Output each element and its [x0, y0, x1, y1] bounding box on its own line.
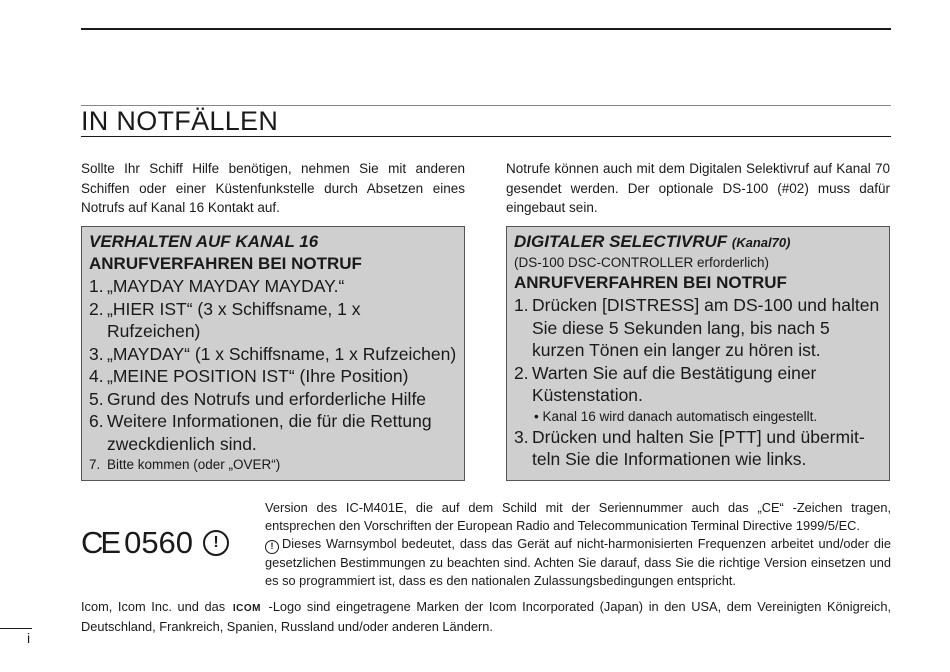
version-compliance-text: [265, 499, 891, 590]
box-left-steps: [89, 275, 457, 474]
box-right-subheading: (DS-100 DSC-CONTROLLER erforderlich): [514, 255, 770, 270]
box-left-label: ANRUFVERFAHREN BEI NOTRUF: [89, 254, 362, 273]
warning-icon: !: [203, 530, 229, 556]
list-item: [89, 410, 457, 455]
box-right-heading: [514, 231, 882, 254]
list-item: [89, 365, 457, 388]
intro-right-paragraph: Notrufe können auch mit dem Digitalen Selektivruf auf Kanal 70 gesendet werden. Der optionale DS-100 (#02) muss dafür eingebaut sein.: [506, 161, 890, 215]
warning-paragraph: [265, 535, 891, 590]
intro-left-paragraph: Sollte Ihr Schiff Hilfe benötigen, nehmen Sie mit anderen Schiffen oder einer Küstenfunkstelle durch Absetzen eines Notrufs auf Kanal 16 Kontakt auf.: [81, 161, 465, 215]
icom-logo: ICOM: [232, 603, 261, 614]
trademark-notice: [81, 598, 891, 636]
step-text: „HIER IST“ (3 x Schiffsname, 1 x Rufzeichen): [107, 298, 361, 341]
box-right-heading-suffix: (Kanal70): [731, 235, 791, 250]
step-number: 7.: [89, 457, 101, 472]
page-number: i: [27, 630, 31, 646]
box-right-steps-continued: [514, 426, 882, 471]
step-text: Bitte kommen (oder „OVER“): [107, 457, 281, 472]
box-right-heading-text: DIGITALER SELECTIVRUF: [514, 232, 728, 251]
list-item: [89, 298, 457, 343]
channel16-procedure-box: [81, 226, 465, 481]
list-item: [89, 343, 457, 366]
top-rule: [81, 28, 891, 30]
list-item: [89, 455, 457, 474]
warning-icon: !: [265, 540, 279, 554]
list-item: [514, 426, 882, 471]
step-text: Warten Sie auf die Bestätigung einer Küstenstation.: [532, 362, 817, 405]
step-number: 5.: [89, 388, 104, 409]
ce-number: 0560: [124, 525, 194, 560]
trademark-after-logo: -Logo sind eingetragene Marken der Icom Incorporated (Japan) in den USA, dem Vereinigten Königreich, Deutschland, Frankreich, Spanien, Russland und/oder anderen Ländern.: [81, 599, 891, 634]
ce-mark: [81, 524, 229, 562]
step-number: 3.: [514, 426, 529, 447]
title-rule-bottom: [81, 136, 891, 137]
page-title: IN NOTFÄLLEN: [81, 106, 279, 136]
version-paragraph: Version des IC-M401E, die auf dem Schild mit der Seriennummer auch das „CE“ -Zeichen tragen, entsprechen den Vorschriften der European Radio and Telecommunication Terminal Directive 1999/5/EC.: [265, 500, 891, 533]
list-item: [89, 275, 457, 298]
channel16-note: • Kanal 16 wird danach automatisch eingestellt.: [534, 408, 818, 424]
box-left-heading: VERHALTEN AUF KANAL 16: [89, 232, 319, 251]
step-number: 2.: [514, 362, 529, 383]
box-right-steps: [514, 294, 882, 407]
warning-paragraph-text: Dieses Warnsymbol bedeutet, dass das Gerät auf nicht-harmonisierten Frequenzen arbeitet und/oder die gesetzlichen Bestimmungen zu beachten sind. Achten Sie darauf, dass Sie die richtige Version einsetzen und es so programmiert ist, dass es den nationalen Zulassungsbedingungen entspricht.: [265, 536, 891, 588]
step-text: Weitere Informationen, die für die Rettung zweckdienlich sind.: [107, 411, 432, 454]
step-number: 1.: [89, 276, 104, 296]
channel16-note-text: Kanal 16 wird danach automatisch eingestellt.: [542, 408, 818, 424]
trademark-before-logo: Icom, Icom Inc. und das: [81, 599, 231, 614]
step-number: 4.: [89, 366, 104, 386]
step-text: Drücken [DISTRESS] am DS-100 und halten Sie diese 5 Sekunden lang, bis nach 5 kurzen Tönen ein langer zu hören ist.: [532, 295, 880, 360]
step-number: 2.: [89, 298, 104, 319]
step-text: Grund des Notrufs und erforderliche Hilfe: [107, 388, 427, 409]
ce-letters: CE: [81, 525, 119, 560]
list-item: [514, 362, 882, 407]
list-item: [89, 388, 457, 411]
dsc-procedure-box: [506, 226, 890, 481]
step-number: 1.: [514, 295, 529, 315]
step-text: „MEINE POSITION IST“ (Ihre Position): [107, 366, 409, 386]
step-text: Drücken und halten Sie [PTT] und übermit-teln Sie die Informationen wie links.: [532, 426, 865, 469]
list-item: [514, 294, 882, 362]
step-text: „MAYDAY MAYDAY MAYDAY.“: [107, 276, 345, 296]
step-number: 3.: [89, 343, 104, 364]
step-text: „MAYDAY“ (1 x Schiffsname, 1 x Rufzeichen): [107, 343, 457, 364]
step-number: 6.: [89, 411, 104, 431]
box-right-label: ANRUFVERFAHREN BEI NOTRUF: [514, 273, 787, 292]
